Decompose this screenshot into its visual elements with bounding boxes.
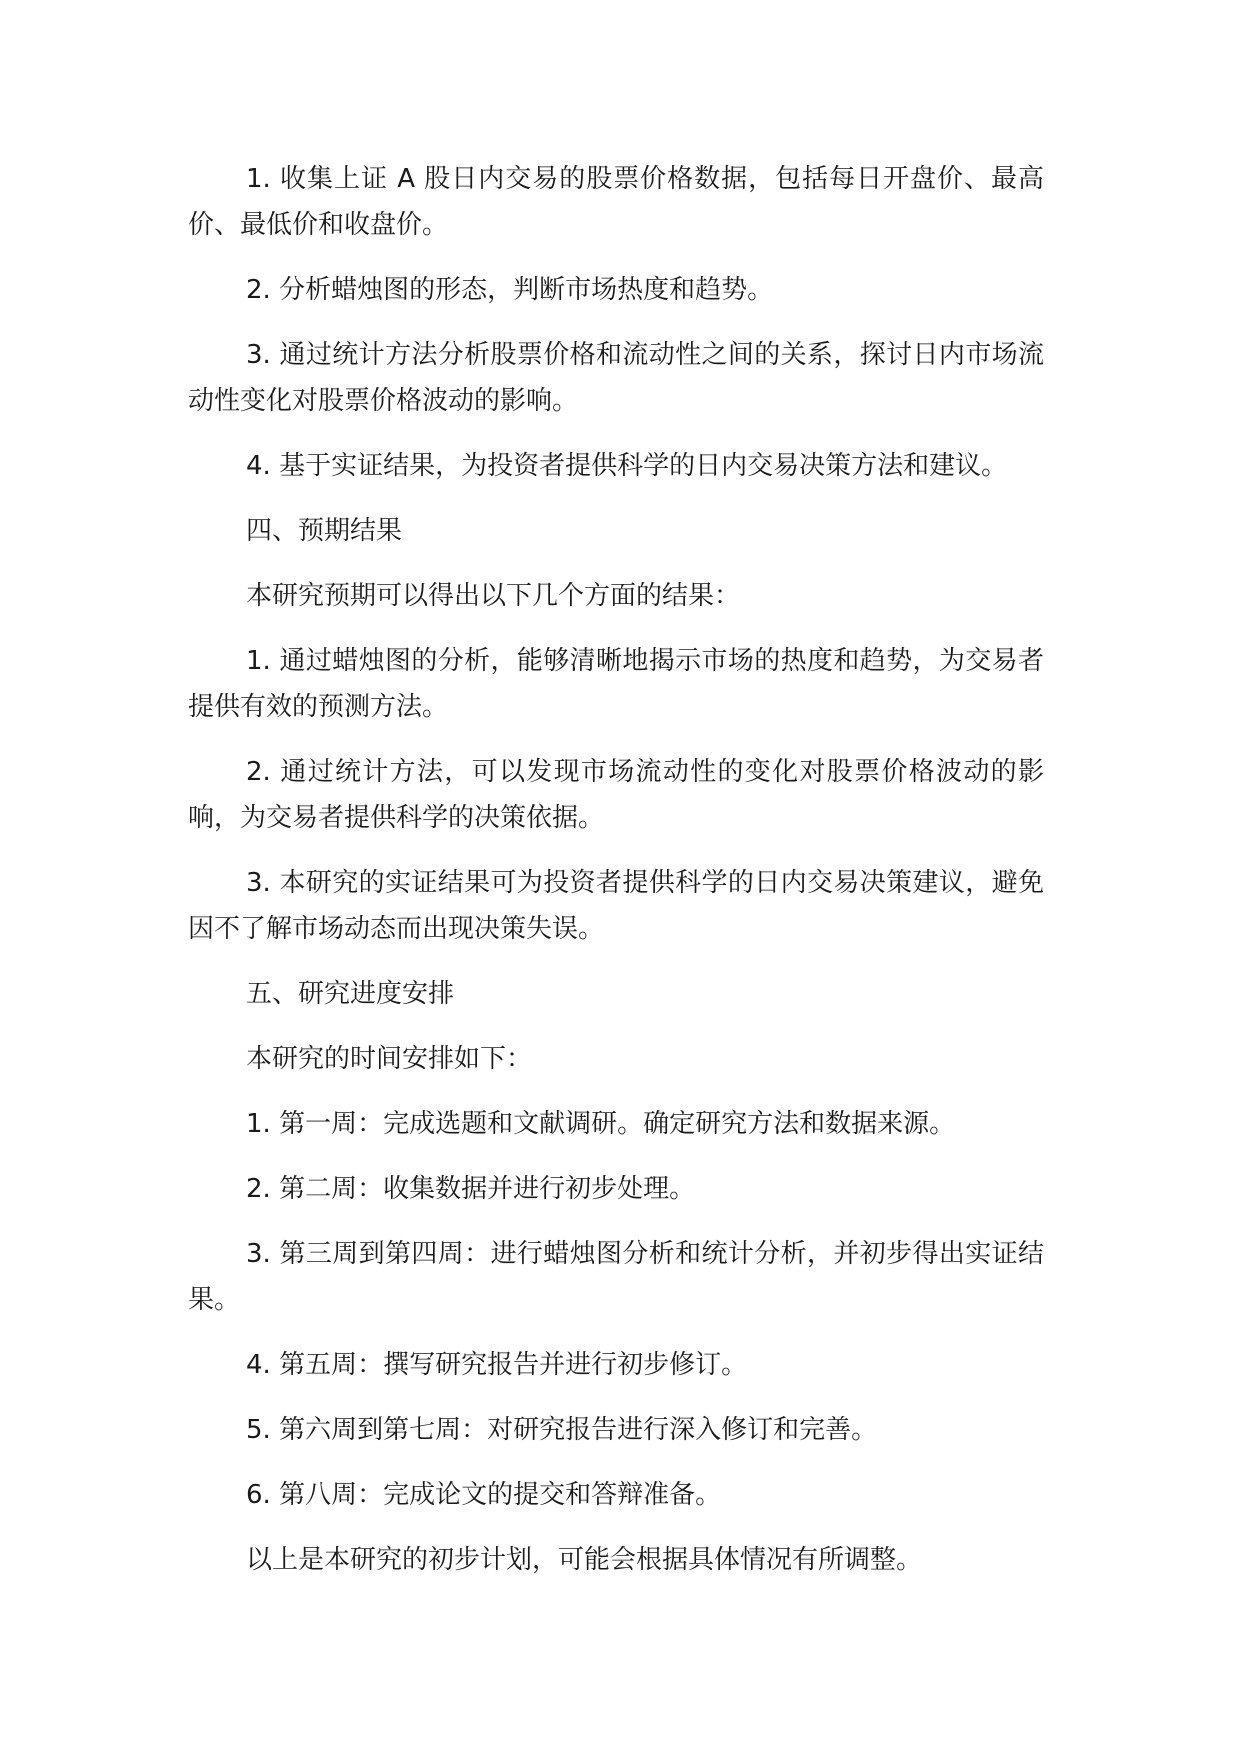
section-heading-expected-results: 四、预期结果 (246, 516, 403, 546)
schedule-intro: 本研究的时间安排如下： (246, 1044, 533, 1074)
expected-results-intro: 本研究预期可以得出以下几个方面的结果： (246, 581, 741, 611)
list-item-statistical-analysis: 3. 通过统计方法分析股票价格和流动性之间的关系，探讨日内市场流动性变化对股票价格波动的影响。 (188, 340, 1044, 416)
schedule-item-week-3-4: 3. 第三周到第四周：进行蜡烛图分析和统计分析，并初步得出实证结果。 (188, 1239, 1044, 1315)
schedule-item-week-6-7: 5. 第六周到第七周：对研究报告进行深入修订和完善。 (246, 1415, 878, 1445)
list-item-recommendations: 4. 基于实证结果，为投资者提供科学的日内交易决策方法和建议。 (246, 451, 1008, 481)
schedule-item-week-8: 6. 第八周：完成论文的提交和答辩准备。 (246, 1480, 722, 1510)
schedule-item-week-1: 1. 第一周：完成选题和文献调研。确定研究方法和数据来源。 (246, 1109, 956, 1139)
schedule-item-week-2: 2. 第二周：收集数据并进行初步处理。 (246, 1174, 696, 1204)
expected-result-item-2: 2. 通过统计方法，可以发现市场流动性的变化对股票价格波动的影响，为交易者提供科学的决策依据。 (188, 757, 1044, 833)
list-item-candlestick-analysis: 2. 分析蜡烛图的形态，判断市场热度和趋势。 (246, 275, 774, 305)
section-heading-schedule: 五、研究进度安排 (246, 979, 455, 1009)
expected-result-item-1: 1. 通过蜡烛图的分析，能够清晰地揭示市场的热度和趋势，为交易者提供有效的预测方法。 (188, 646, 1044, 722)
document-body (188, 156, 1044, 1602)
list-item-collect-data: 1. 收集上证 A 股日内交易的股票价格数据，包括每日开盘价、最高价、最低价和收盘价。 (188, 164, 1044, 240)
closing-statement: 以上是本研究的初步计划，可能会根据具体情况有所调整。 (246, 1545, 923, 1575)
expected-result-item-3: 3. 本研究的实证结果可为投资者提供科学的日内交易决策建议，避免因不了解市场动态而出现决策失误。 (188, 868, 1044, 944)
schedule-item-week-5: 4. 第五周：撰写研究报告并进行初步修订。 (246, 1350, 748, 1380)
